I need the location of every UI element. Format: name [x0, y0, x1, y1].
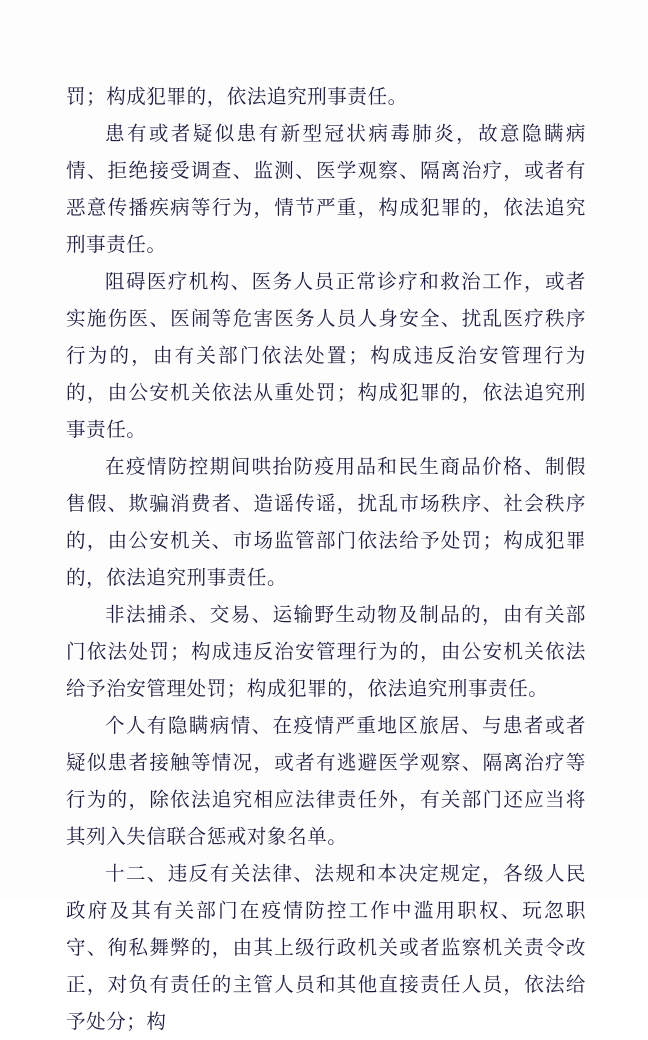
paragraph: 罚；构成犯罪的，依法追究刑事责任。	[66, 85, 408, 108]
paragraph: 十二、违反有关法律、法规和本决定规定，各级人民政府及其有关部门在疫情防控工作中滥用职权、玩忽职守、徇私舞弊的，由其上级行政机关或者监察机关责令改正，对负有责任的主管人员和其他直接责任人员，依法给予处分；构	[66, 862, 586, 1033]
paragraph: 个人有隐瞒病情、在疫情严重地区旅居、与患者或者疑似患者接触等情况，或者有逃避医学观察、隔离治疗等行为的，除依法追究相应法律责任外，有关部门还应当将其列入失信联合惩戒对象名单。	[66, 714, 586, 848]
paragraph: 非法捕杀、交易、运输野生动物及制品的，由有关部门依法处罚；构成违反治安管理行为的，由公安机关依法给予治安管理处罚；构成犯罪的，依法追究刑事责任。	[66, 603, 586, 700]
paragraph: 阻碍医疗机构、医务人员正常诊疗和救治工作，或者实施伤医、医闹等危害医务人员人身安全、扰乱医疗秩序行为的，由有关部门依法处置；构成违反治安管理行为的，由公安机关依法从重处罚；构成犯罪的，依法追究刑事责任。	[66, 270, 586, 441]
paragraph: 在疫情防控期间哄抬防疫用品和民生商品价格、制假售假、欺骗消费者、造谣传谣，扰乱市场秩序、社会秩序的，由公安机关、市场监管部门依法给予处罚；构成犯罪的，依法追究刑事责任。	[66, 455, 586, 589]
paragraph: 患有或者疑似患有新型冠状病毒肺炎，故意隐瞒病情、拒绝接受调查、监测、医学观察、隔离治疗，或者有恶意传播疾病等行为，情节严重，构成犯罪的，依法追究刑事责任。	[66, 122, 586, 256]
document-text-body	[66, 78, 586, 1040]
